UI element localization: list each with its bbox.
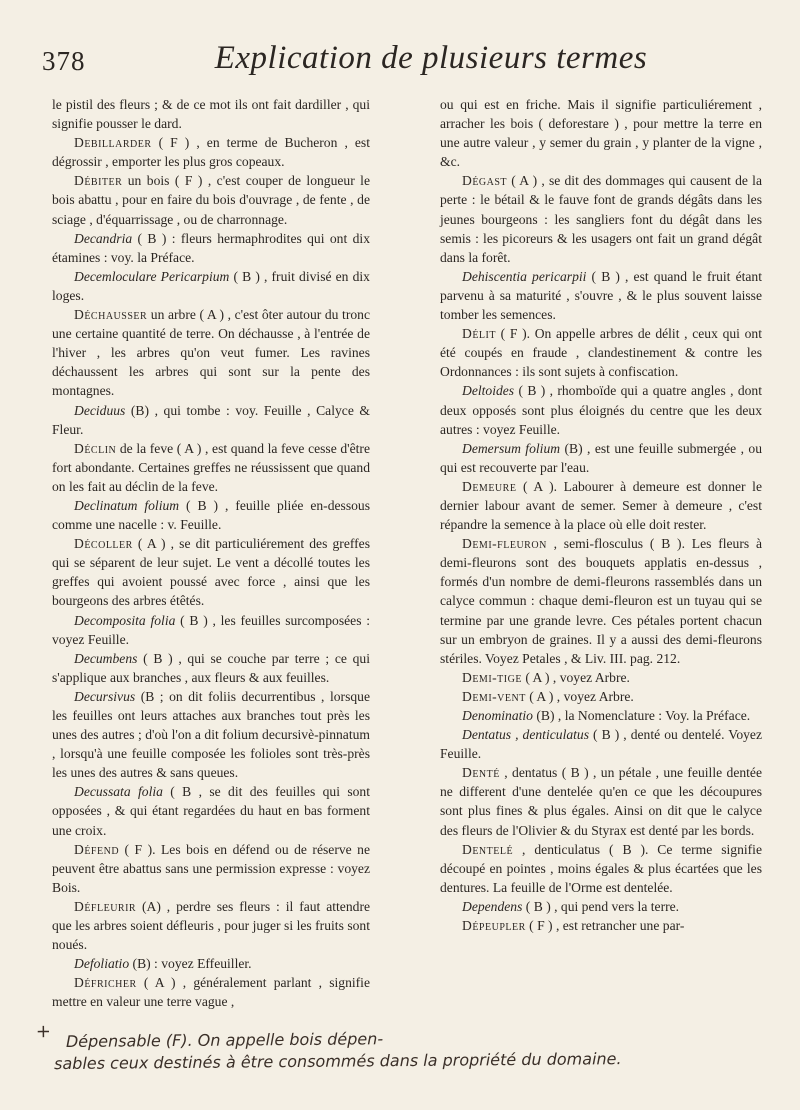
entry-latin-term: Denominatio <box>462 708 533 723</box>
entry-latin-term: Decumbens <box>74 650 138 666</box>
entry-headword: Débiter <box>74 173 123 189</box>
entry-text: ( A ) , se dit des dommages qui causent de la perte : le bétail & le fauve font de grands dégâts dans les jeunes bourgeons : les sangliers font du dégât dans les semis : les picoreurs & les usagers ont fait un grand dégât dans la forêt. <box>440 173 762 265</box>
entry-text: (B ; on dit foliis decurrentibus , lorsque les feuilles ont leurs attaches aux branches tout près les unes des autres ; d'où l'on a dit folium decursivè-pinnatum , lorsqu'à une feuille composée les folioles sont très-près les unes des autres & sans queues. <box>52 688 370 781</box>
dictionary-entry <box>440 95 762 171</box>
dictionary-entry <box>52 401 370 439</box>
dictionary-entry <box>440 171 762 266</box>
dictionary-entry <box>52 973 370 1011</box>
entry-text: ( B ) , est quand le fruit étant parvenu à sa maturité , s'ouvre , & le plus souvent laisse tomber les semences. <box>440 268 762 323</box>
entry-text: ( B ) , feuille pliée en-dessous comme une nacelle : v. Feuille. <box>52 497 370 533</box>
entry-text: (B) , est une feuille submergée , ou qui est recouverte par l'eau. <box>440 440 762 475</box>
dictionary-entry <box>440 687 762 706</box>
page-number: 378 <box>42 46 86 76</box>
entry-text: ( B ) : fleurs hermaphrodites qui ont dix étamines : voy. la Préface. <box>52 230 370 265</box>
entry-headword: Dégast <box>462 173 508 189</box>
entry-headword: Demeure <box>462 478 517 494</box>
entry-latin-term: Dentatus , denticulatus <box>462 727 590 743</box>
entry-text: ( B ) , fruit divisé en dix loges. <box>52 268 370 303</box>
entry-text: un bois ( F ) , c'est couper de longueur le bois abattu , pour en faire du bois d'ouvrage , de fente , de sciage , d'équarrissage , ou de charronnage. <box>52 173 370 227</box>
entry-text: (B) : voyez Effeuiller. <box>129 956 252 972</box>
entry-headword: Défricher <box>74 975 137 991</box>
handwritten-note <box>35 1021 778 1075</box>
dictionary-entry <box>52 171 370 228</box>
entry-headword: Debillarder <box>74 135 152 151</box>
dictionary-entry <box>52 687 370 782</box>
dictionary-entry <box>52 954 370 973</box>
entry-text: ( A ) , généralement parlant , signifie mettre en valeur une terre vague , <box>52 975 370 1010</box>
running-title: Explication de plusieurs termes <box>214 40 648 76</box>
entry-text: ou qui est en friche. Mais il signifie particuliérement , arracher les bois ( deforestare ) , pour mettre la terre en une autre valeur , y semer du grain , y planter de la vigne , &c. <box>440 97 762 170</box>
entry-headword: Demi-fleuron <box>462 536 547 552</box>
dictionary-entry <box>440 725 762 763</box>
dictionary-entry <box>52 649 370 687</box>
dictionary-entry <box>440 324 762 381</box>
entry-latin-term: Dehiscentia pericarpii <box>462 268 587 284</box>
entry-latin-term: Decandria <box>74 230 133 246</box>
dictionary-entry <box>52 267 370 305</box>
entry-text: ( A ) , se dit particuliérement des greffes qui se séparent de leur sujet. Le vent a décollé toutes les greffes qui avoient poussé avec force , ainsi que les bourgeons des arbres étêtés. <box>52 536 370 609</box>
dictionary-entry <box>52 534 370 610</box>
left-column <box>52 95 370 1012</box>
entry-headword: Demi-tige <box>462 669 522 685</box>
dictionary-entry <box>440 668 762 687</box>
entry-text: (A) , perdre ses fleurs : il faut attendre que les arbres soient défleuris , pour juger si les fruits sont noués. <box>52 898 370 953</box>
entry-text: ( B ) , rhomboïde qui a quatre angles , dont deux opposés sont plus éloignés du centre que les deux autres : voyez Feuille. <box>440 383 762 437</box>
page-header <box>42 40 760 86</box>
entry-latin-term: Demersum folium <box>462 440 561 456</box>
dictionary-entry <box>440 763 762 839</box>
entry-text: de la feve ( A ) , est quand la feve cesse d'être fort abondante. Certaines greffes ne réussissent que quand on les fait au déclin de la feve. <box>52 440 370 494</box>
dictionary-entry <box>52 611 370 649</box>
entry-latin-term: Declinatum folium <box>74 497 180 513</box>
entry-headword: Dentelé <box>462 841 514 857</box>
dictionary-entry <box>52 897 370 954</box>
entry-text: ( A ) , voyez Arbre. <box>525 688 634 704</box>
dictionary-entry <box>52 95 370 133</box>
dictionary-entry <box>52 782 370 839</box>
entry-headword: Délit <box>462 326 496 342</box>
dictionary-entry <box>440 267 762 324</box>
entry-text: , denticulatus ( B ). Ce terme signifie découpé en pointes , moins égales & plus écartées que les dentures. La feuille de l'Orme est dentelée. <box>440 841 762 895</box>
entry-text: ( B ) , les feuilles surcomposées : voyez Feuille. <box>52 612 370 647</box>
entry-latin-term: Dependens <box>462 898 523 914</box>
entry-text: ( A ). Labourer à demeure est donner le dernier labour avant de semer. Semer à demeure , c'est répandre la semence à la place où elle doit rester. <box>440 478 762 533</box>
dictionary-entry <box>440 534 762 668</box>
entry-text: ( B ) , denté ou dentelé. Voyez Feuille. <box>440 727 762 762</box>
dictionary-entry <box>52 305 370 400</box>
entry-text: un arbre ( A ) , c'est ôter autour du tronc une certaine quantité de terre. On déchausse , à l'entrée de l'hiver , les arbres qu'on veut fumer. Les ravines déchaussent les arbres qui sont sur la pente des montagnes. <box>52 307 370 399</box>
dictionary-entry <box>52 133 370 171</box>
entry-text: , dentatus ( B ) , un pétale , une feuille dentée ne different d'une dentelée qu'en ce que les découpures sont plus fines & plus égales. Ainsi on dit que le calyce des fleurs de l'Olivier & du Styrax est denté par les bords. <box>440 765 762 838</box>
entry-headword: Défleurir <box>74 898 137 914</box>
entry-headword: Défend <box>74 841 120 857</box>
entry-text: ( B ) , qui pend vers la terre. <box>522 898 680 914</box>
dictionary-entry <box>52 229 370 267</box>
entry-text: (B) , qui tombe : voy. Feuille , Calyce & Fleur. <box>52 402 370 437</box>
entry-latin-term: Deltoides <box>462 383 515 399</box>
entry-headword: Décoller <box>74 536 133 552</box>
entry-latin-term: Deciduus <box>74 402 126 418</box>
note-line-2: sables ceux destinés à être consommés dans la propriété du domaine. <box>54 1049 622 1074</box>
entry-latin-term: Decomposita folia <box>74 612 176 628</box>
entry-text: ( A ) , voyez Arbre. <box>521 669 630 685</box>
entry-latin-term: Decursivus <box>74 688 136 704</box>
insertion-mark: + <box>35 1021 52 1043</box>
entry-headword: Denté <box>462 765 500 781</box>
entry-latin-term: Decussata folia <box>74 784 163 800</box>
entry-text: ( F ). Les bois en défend ou de réserve ne peuvent être abattus sans une permission expresse : voyez Bois. <box>52 841 370 895</box>
entry-text: (B) , la Nomenclature : Voy. la Préface. <box>532 708 751 723</box>
entry-headword: Déchausser <box>74 307 148 323</box>
entry-text: ( B , se dit des feuilles qui sont opposées , & qui étant regardées du haut en bas forment une croix. <box>52 784 370 838</box>
dictionary-entry <box>440 916 762 935</box>
dictionary-entry <box>440 840 762 897</box>
entry-text: ( F ) , est retrancher une par- <box>525 918 685 934</box>
dictionary-entry <box>440 897 762 916</box>
note-line-1: Dépensable (F). On appelle bois dépen- <box>65 1029 384 1051</box>
entry-headword: Déclin <box>74 440 117 456</box>
entry-headword: Dépeupler <box>462 918 526 934</box>
entry-text: ( F ) , en terme de Bucheron , est dégrossir , emporter les plus gros copeaux. <box>52 135 370 170</box>
dictionary-entry <box>440 477 762 534</box>
entry-latin-term: Defoliatio <box>74 956 130 972</box>
entry-text: ( F ). On appelle arbres de délit , ceux qui ont été coupés en fraude , clandestinement & contre les Ordonnances : ils sont sujets à confiscation. <box>440 326 762 380</box>
right-column <box>440 95 762 935</box>
entry-headword: Demi-vent <box>462 688 526 704</box>
dictionary-entry <box>52 439 370 496</box>
dictionary-entry <box>440 381 762 438</box>
entry-latin-term: Decemloculare Pericarpium <box>74 268 230 284</box>
entry-text: ( B ) , qui se couche par terre ; ce qui s'applique aux branches , aux fleurs & aux feuilles. <box>52 650 370 685</box>
dictionary-entry <box>440 706 762 725</box>
dictionary-entry <box>440 439 762 477</box>
entry-text: le pistil des fleurs ; & de ce mot ils ont fait dardiller , qui signifie pousser le dard. <box>52 97 370 132</box>
dictionary-entry <box>52 496 370 534</box>
dictionary-entry <box>52 840 370 897</box>
entry-text: , semi-flosculus ( B ). Les fleurs à demi-fleurons sont des bouquets applatis en-dessus , formés d'un nombre de demi-fleurons rassemblés dans un calyce commun : chaque demi-fleuron est un tuyau qui se termine par une grande levre. Ces pétales portent chacun sur un embryon de graines. Il y a aussi des demi-fleurons stériles. Voyez Petales , & Liv. III. pag. 212. <box>440 536 762 666</box>
